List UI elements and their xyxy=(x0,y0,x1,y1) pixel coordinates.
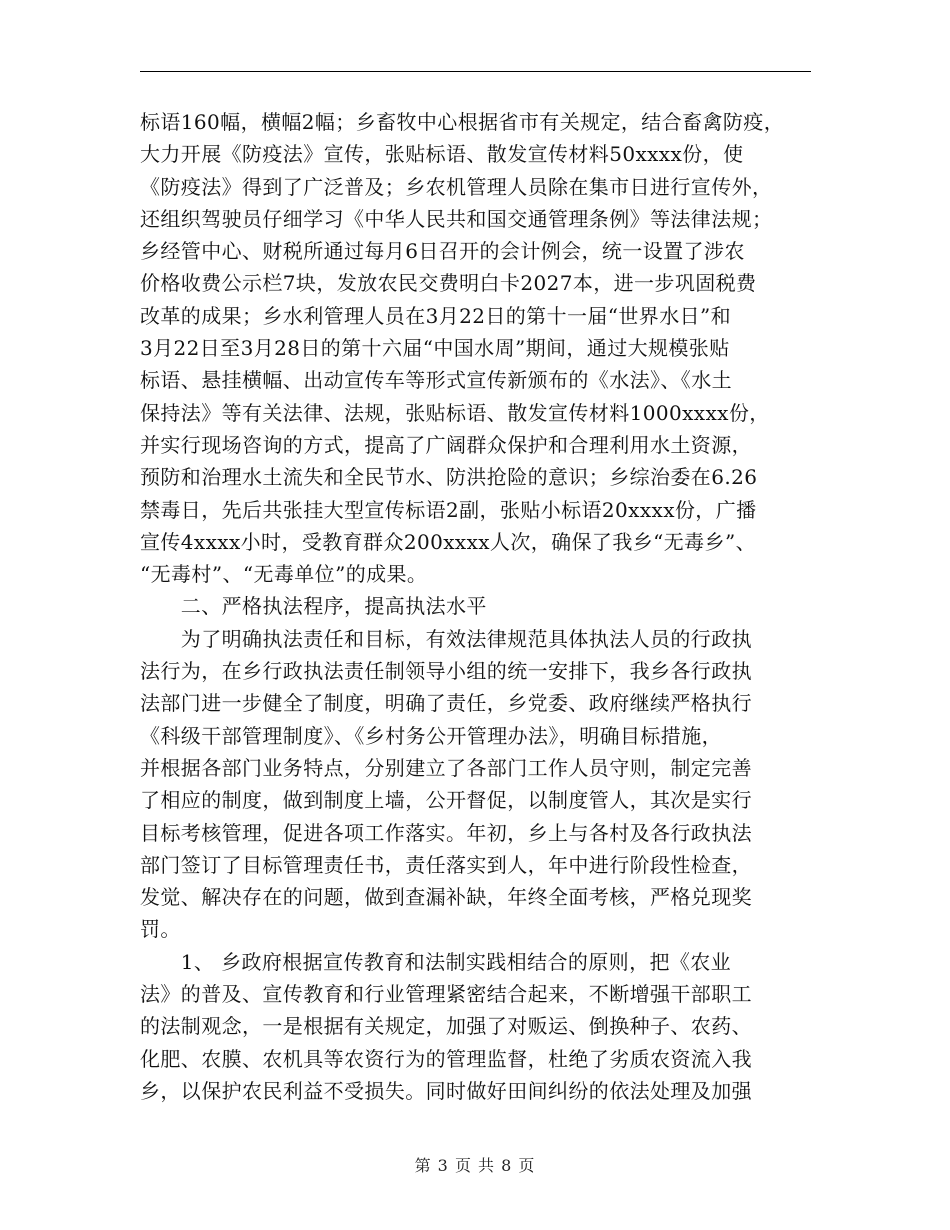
text-line: 3月22日至3月28日的第十六届“中国水周”期间，通过大规模张贴 xyxy=(140,336,730,361)
text-line: 《防疫法》得到了广泛普及；乡农机管理人员除在集市日进行宣传外， xyxy=(140,174,773,199)
text-line: 部门签订了目标管理责任书，责任落实到人，年中进行阶段性检查， xyxy=(140,852,752,877)
text-line: 预防和治理水土流失和全民节水、防洪抢险的意识；乡综治委在6.26 xyxy=(140,465,758,490)
text-line: 法行为，在乡行政执法责任制领导小组的统一安排下，我乡各行政执 xyxy=(140,659,752,684)
text-line: 乡经管中心、财税所通过每月6日召开的会计例会，统一设置了涉农 xyxy=(140,239,745,264)
text-line: 标语、悬挂横幅、出动宣传车等形式宣传新颁布的《水法》、《水土 xyxy=(140,368,732,393)
text-line: 禁毒日，先后共张挂大型宣传标语2副，张贴小标语20xxxx份，广播 xyxy=(140,497,757,522)
text-line: 目标考核管理，促进各项工作落实。年初，乡上与各村及各行政执法 xyxy=(140,820,752,845)
text-line: 并根据各部门业务特点，分别建立了各部门工作人员守则，制定完善 xyxy=(140,755,752,780)
text-line: 的法制观念，一是根据有关规定，加强了对贩运、倒换种子、农药、 xyxy=(140,1014,752,1039)
text-line: 改革的成果；乡水利管理人员在3月22日的第十一届“世界水日”和 xyxy=(140,303,732,328)
text-line: 发觉、解决存在的问题，做到查漏补缺，年终全面考核，严格兑现奖 xyxy=(140,885,752,910)
text-line: 还组织驾驶员仔细学习《中华人民共和国交通管理条例》等法律法规； xyxy=(140,206,773,231)
text-line: 乡，以保护农民利益不受损失。同时做好田间纠纷的依法处理及加强 xyxy=(140,1078,752,1103)
text-line: 宣传4xxxx小时，受教育群众200xxxx人次，确保了我乡“无毒乡”、 xyxy=(140,529,756,554)
text-line: 大力开展《防疫法》宣传，张贴标语、散发宣传材料50xxxx份，使 xyxy=(140,142,744,167)
text-line: 罚。 xyxy=(140,917,181,942)
section-heading: 二、严格执法程序，提高执法水平 xyxy=(140,594,487,619)
text-line: 法部门进一步健全了制度，明确了责任，乡党委、政府继续严格执行 xyxy=(140,691,752,716)
page-number: 第 3 页 共 8 页 xyxy=(414,1156,536,1175)
text-line: 1、 乡政府根据宣传教育和法制实践相结合的原则，把《农业 xyxy=(140,949,732,974)
text-line: 并实行现场咨询的方式，提高了广阔群众保护和合理利用水土资源， xyxy=(140,432,752,457)
text-line: “无毒村”、“无毒单位”的成果。 xyxy=(140,562,428,587)
document-body xyxy=(140,106,830,1107)
text-line: 为了明确执法责任和目标，有效法律规范具体执法人员的行政执 xyxy=(140,626,752,651)
text-line: 《科级干部管理制度》、《乡村务公开管理办法》，明确目标措施， xyxy=(140,723,722,748)
text-line: 标语160幅，横幅2幅；乡畜牧中心根据省市有关规定，结合畜禽防疫， xyxy=(140,110,785,134)
text-line: 保持法》等有关法律、法规，张贴标语、散发宣传材料1000xxxx份， xyxy=(140,400,770,425)
text-line: 了相应的制度，做到制度上墙，公开督促，以制度管人，其次是实行 xyxy=(140,788,752,813)
header-rule xyxy=(140,71,811,72)
text-line: 价格收费公示栏7块，发放农民交费明白卡2027本，进一步巩固税费 xyxy=(140,271,757,296)
text-line: 法》的普及、宣传教育和行业管理紧密结合起来，不断增强干部职工 xyxy=(140,982,752,1007)
text-line: 化肥、农膜、农机具等农资行为的管理监督，杜绝了劣质农资流入我 xyxy=(140,1046,752,1071)
